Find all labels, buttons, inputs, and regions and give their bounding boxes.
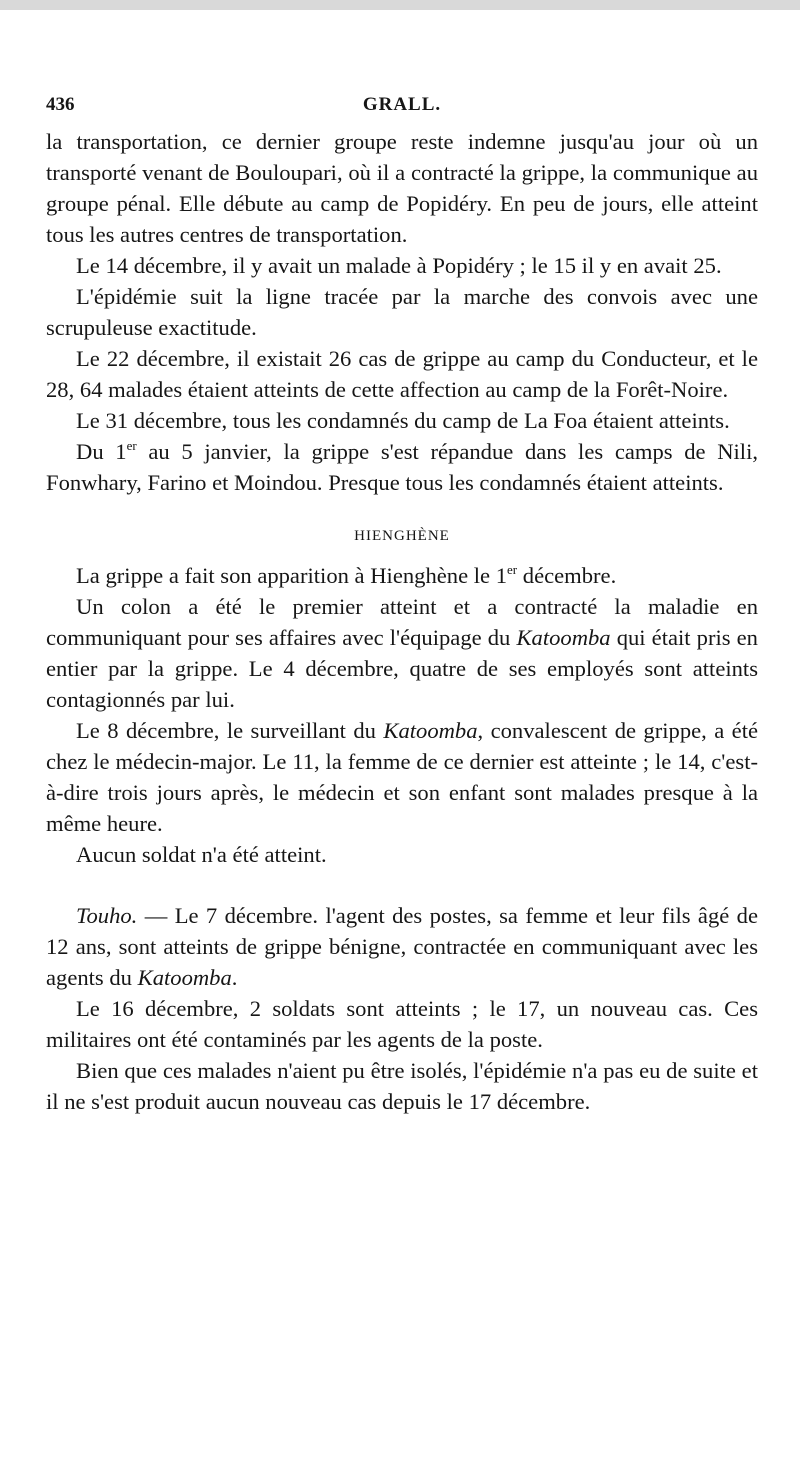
superscript: er <box>507 562 518 577</box>
text-run: — Le 7 décembre. l'agent des postes, sa femme et leur fils âgé de 12 ans, sont atteints de grippe bénigne, contractée en communiquant avec les agents du <box>46 903 758 990</box>
text-run: . <box>231 965 238 990</box>
paragraph <box>46 560 758 591</box>
running-title: GRALL. <box>362 94 442 115</box>
paragraph: la transportation, ce dernier groupe reste indemne jusqu'au jour où un transporté venant de Bouloupari, où il a contracté la grippe, la communique au groupe pénal. Elle débute au camp de Popidéry. En peu de jours, elle atteint tous les autres centres de transportation. <box>46 129 758 247</box>
text-run: La grippe a fait son apparition à Hienghène le 1 <box>76 563 508 588</box>
text-run: , convalescent de grippe, a été chez le médecin-major. Le 11, la femme de ce dernier est atteinte ; le 14, c'est-à-dire trois jours après, le médecin et son enfant sont malades presque à la même heure. <box>46 718 759 836</box>
text-run: Un colon a été le premier atteint et a contracté la maladie en communiquant pour ses affaires avec l'équipage du <box>46 594 758 650</box>
ship-name: Katoomba <box>516 625 611 650</box>
paragraph <box>46 900 758 993</box>
paragraph <box>46 715 758 839</box>
page-number: 436 <box>46 94 75 115</box>
place-name: Touho. <box>76 903 138 928</box>
paragraph <box>46 591 758 715</box>
section-heading-hienghene: HIENGHÈNE <box>354 528 450 544</box>
text-run: Le 8 décembre, le surveillant du <box>76 718 384 743</box>
ship-name: Katoomba <box>383 718 478 743</box>
superscript: er <box>126 438 137 453</box>
paragraph <box>46 436 758 498</box>
section-gap <box>46 870 758 900</box>
paragraph: L'épidémie suit la ligne tracée par la marche des convois avec une scrupuleuse exactitude. <box>46 284 758 340</box>
text-run: au 5 janvier, la grippe s'est répandue dans les camps de Nili, Fonwhary, Farino et Moindou. Presque tous les condamnés étaient atteints. <box>46 439 759 495</box>
paragraph: Le 31 décembre, tous les condamnés du camp de La Foa étaient atteints. <box>76 408 730 433</box>
page-body <box>46 126 758 1117</box>
paragraph: Bien que ces malades n'aient pu être isolés, l'épidémie n'a pas eu de suite et il ne s'est produit aucun nouveau cas depuis le 17 décembre. <box>46 1058 758 1114</box>
paragraph: Le 16 décembre, 2 soldats sont atteints ; le 17, un nouveau cas. Ces militaires ont été contaminés par les agents de la poste. <box>46 996 758 1052</box>
text-run: décembre. <box>517 563 617 588</box>
text-run: qui était pris en entier par la grippe. Le 4 décembre, quatre de ses employés sont atteints contagionnés par lui. <box>46 625 758 712</box>
paragraph: Aucun soldat n'a été atteint. <box>76 842 327 867</box>
text-run: Du 1 <box>76 439 127 464</box>
page-header <box>46 94 758 120</box>
paragraph: Le 22 décembre, il existait 26 cas de grippe au camp du Conducteur, et le 28, 64 malades étaient atteints de cette affection au camp de la Forêt-Noire. <box>46 346 758 402</box>
paragraph: Le 14 décembre, il y avait un malade à Popidéry ; le 15 il y en avait 25. <box>76 253 722 278</box>
ship-name: Katoomba <box>137 965 232 990</box>
